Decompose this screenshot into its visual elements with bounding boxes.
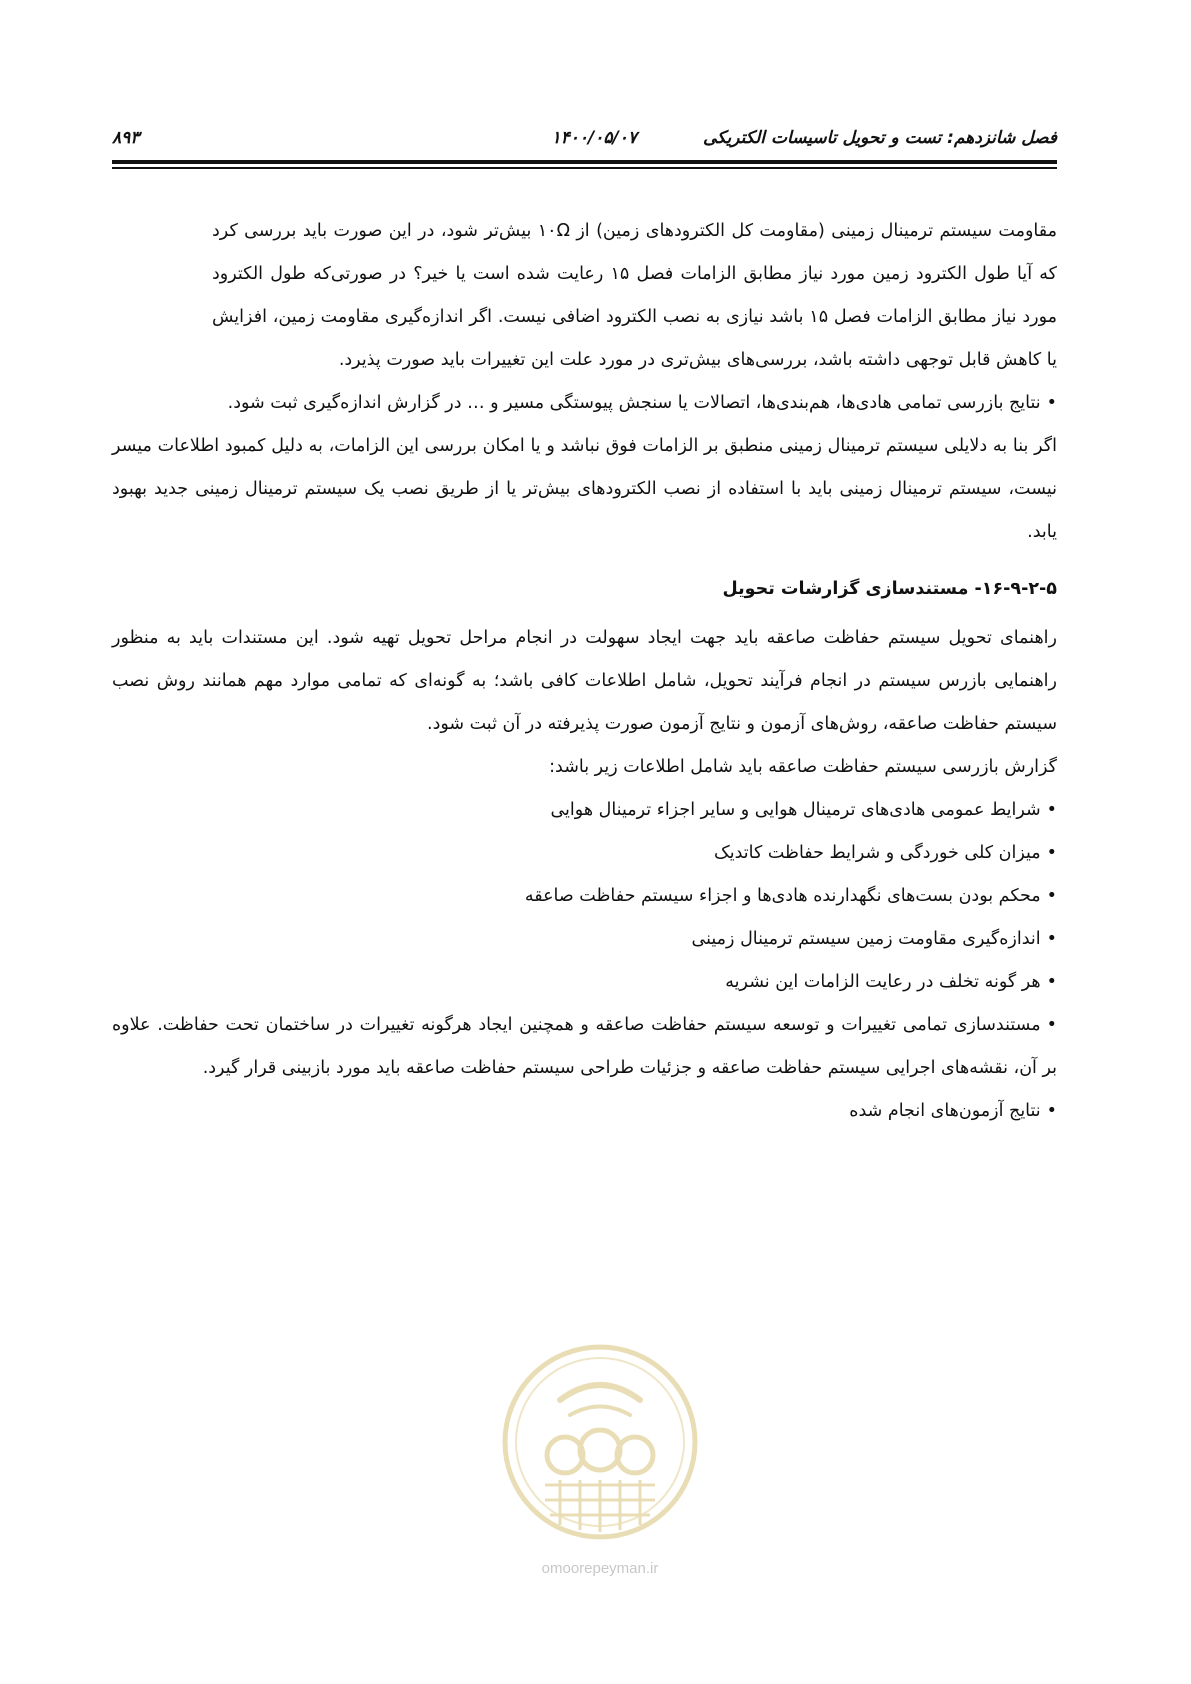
list-item: • محکم بودن بست‌های نگهدارنده هادی‌ها و اجزاء سیستم حفاظت صاعقه (212, 875, 1057, 918)
list-item: • میزان کلی خوردگی و شرایط حفاظت کاتدیک (212, 832, 1057, 875)
bullet-documentation: • مستندسازی تمامی تغییرات و توسعه سیستم حفاظت صاعقه و همچنین ایجاد هرگونه تغییرات در ساختمان تحت حفاظت. علاوه بر آن، نقشه‌های اجرایی سیستم حفاظت صاعقه و جزئیات طراحی سیستم حفاظت صاعقه باید مورد بازبینی قرار گیرد. (112, 1004, 1057, 1090)
chapter-title: فصل شانزدهم: تست و تحویل تاسیسات الکتریکی (702, 128, 1057, 148)
header-rule-thick (112, 160, 1057, 164)
body-text (112, 210, 1057, 1133)
watermark-logo (490, 1330, 710, 1590)
logo-seal-icon (490, 1330, 710, 1555)
paragraph-ground-resistance: مقاومت سیستم ترمینال زمینی (مقاومت کل الکترودهای زمین) از ۱۰Ω بیش‌تر شود، در این صورت باید بررسی کرد که آیا طول الکترود زمین مورد نیاز مطابق الزامات فصل ۱۵ رعایت شده است یا خیر؟ در صورتی‌که طول الکترود مورد نیاز مطابق الزامات فصل ۱۵ باشد نیازی به نصب الکترود اضافی نیست. اگر اندازه‌گیری مقاومت زمین، افزایش یا کاهش قابل توجهی داشته باشد، بررسی‌های بیش‌تری در مورد علت این تغییرات باید صورت پذیرد. (212, 221, 1057, 370)
list-item: • شرایط عمومی هادی‌های ترمینال هوایی و سایر اجزاء ترمینال هوایی (212, 789, 1057, 832)
paragraph-delivery-guide: راهنمای تحویل سیستم حفاظت صاعقه باید جهت ایجاد سهولت در انجام مراحل تحویل تهیه شود. این مستندات باید به منظور راهنمایی بازرس سیستم در انجام فرآیند تحویل، شامل اطلاعات کافی باشد؛ به گونه‌ای که تمامی موارد مهم همانند روش نصب سیستم حفاظت صاعقه، روش‌های آزمون و نتایج آزمون صورت پذیرفته در آن ثبت شود. (112, 628, 1057, 734)
paragraph-report-intro: گزارش بازرسی سیستم حفاظت صاعقه باید شامل اطلاعات زیر باشد: (549, 757, 1057, 777)
bullet-test-results: • نتایج آزمون‌های انجام شده (212, 1090, 1057, 1133)
list-item: • اندازه‌گیری مقاومت زمین سیستم ترمینال زمینی (212, 918, 1057, 961)
paragraph-improvement: اگر بنا به دلایلی سیستم ترمینال زمینی منطبق بر الزامات فوق نباشد و یا امکان بررسی این الزامات، به دلیل کمبود اطلاعات میسر نیست، سیستم ترمینال زمینی باید با استفاده از نصب الکترودهای بیش‌تر یا از طریق نصب یک سیستم ترمینال زمینی جدید بهبود یابد. (112, 436, 1057, 542)
watermark-url: omoorepeyman.ir (541, 1560, 659, 1577)
page-header (112, 118, 1057, 158)
list-item: • هر گونه تخلف در رعایت الزامات این نشریه (212, 961, 1057, 1004)
bullet-inspection-results: • نتایج بازرسی تمامی هادی‌ها، هم‌بندی‌ها، اتصالات یا سنجش پیوستگی مسیر و … در گزارش اندازه‌گیری ثبت شود. (112, 382, 1057, 425)
header-rule-thin (112, 167, 1057, 169)
section-heading: ۱۶-۹-۲-۵- مستندسازی گزارشات تحویل (722, 579, 1057, 599)
page-number: ۸۹۳ (112, 128, 140, 148)
header-date: ۱۴۰۰/۰۵/۰۷ (551, 128, 637, 148)
